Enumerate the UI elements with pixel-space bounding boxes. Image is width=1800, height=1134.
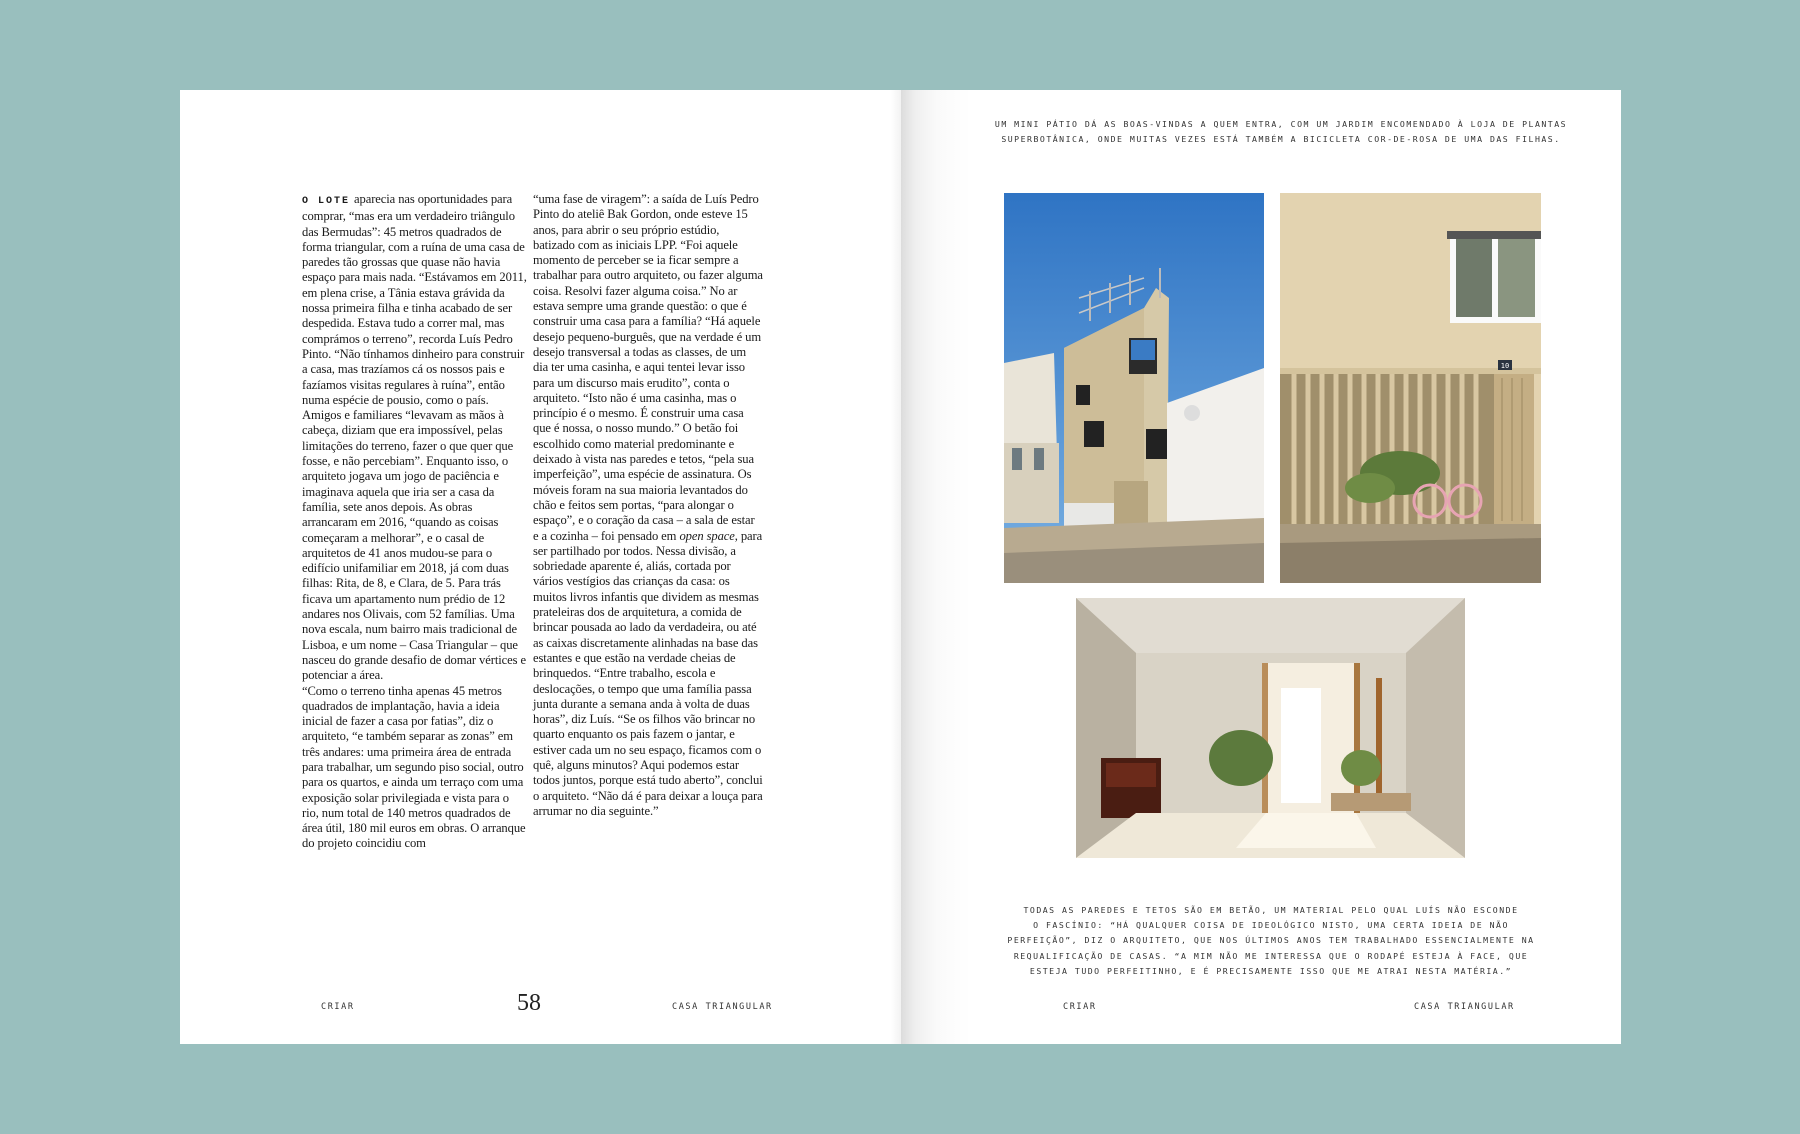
footer-title-right: CASA TRIANGULAR [1414, 1002, 1515, 1012]
caption-bottom-line-2: O FASCÍNIO: “HÁ QUALQUER COISA DE IDEOLÓGICO NISTO, UMA CERTA IDEIA DE NÃO [1033, 920, 1509, 931]
caption-bottom-line-5: ESTEJA TUDO PERFEITINHO, E É PRECISAMENTE ISSO QUE ME ATRAI NESTA MATÉRIA.” [1029, 965, 1513, 976]
column1-text: aparecia nas oportunidades para comprar, “mas era um verdadeiro triângulo das Bermudas”: 45 metros quadrados de forma triangular, com a ruína de uma casa de paredes tão grossas que quase não havia espaço para mais nada. “Estávamos em 2011, em plena crise, a Tânia estava grávida da nossa primeira filha e tinha acabado de ser despedida. Estava tudo a correr mal, mas comprámos o terreno”, recorda Luís Pedro Pinto. “Não tínhamos dinheiro para construir a casa, mas trazíamos cá os nossos pais e fazíamos visitas regulares à ruína”, então numa espécie de pousio, como o país. Amigos e familiares “levavam as mãos à cabeça, diziam que era impossível, pelas limitações do terreno, fazer o que quer que fosse, e não percebiam”. Enquanto isso, o arquiteto jogava um jogo de paciência e imaginava aquela que iria ser a casa da família, sete anos depois. As obras arrancaram em 2016, “quando as coisas começaram a melhorar”, e o casal de arquitetos de 41 anos mudou-se para o edifício unifamiliar em 2018, já com duas filhas: Rita, de 8, e Clara, de 5. Para trás ficava um apartamento num prédio de 12 andares nos Olivais, com 52 famílias. Uma nova escala, num bairro mais tradicional de Lisboa, e um nome – Casa Triangular – que nasceu do grande desafio de domar vértices e potenciar a área. [302, 192, 527, 683]
column2-rest: , para ser partilhado por todos. Nessa divisão, a sobriedade aparente é, aliás, cortada por vários vestígios das crianças da casa: os muitos livros infantis que dividem as mesmas prateleiras dos de arquitetura, a comida de brincar pousada ao lado da verdadeira, ou até as caixas discretamente alinhadas na base das estantes e que estão na verdade cheias de brinquedos. “Entre trabalho, escola e deslocações, o tempo que uma família passa junta durante a semana anda à volta de duas horas”, diz Luís. “Se os filhos vão brincar no quarto enquanto os pais fazem o jantar, e estiver cada um no seu espaço, ficamos com o quê, alguns minutos? Aqui podemos estar todos juntos, porque está tudo aberto”, conclui o arquiteto. “Não dá é para deixar a louça para arrumar no dia seguinte.” [533, 528, 763, 818]
caption-top-line-1: UM MINI PÁTIO DÁ AS BOAS-VINDAS A QUEM ENTRA, COM UM JARDIM ENCOMENDADO À LOJA DE PLANTAS [994, 119, 1568, 129]
photo-house-exterior [1004, 193, 1264, 583]
caption-top-line-2: SUPERBOTÂNICA, ONDE MUITAS VEZES ESTÁ TAMBÉM A BICICLETA COR-DE-ROSA DE UMA DAS FILHAS. [1001, 134, 1561, 145]
left-page [180, 90, 901, 1044]
photo-entrance-gate [1280, 193, 1541, 583]
caption-bottom [997, 903, 1545, 979]
column2-text: “uma fase de viragem”: a saída de Luís Pedro Pinto do ateliê Bak Gordon, onde esteve 15 anos, para abrir o seu próprio estúdio, batizado com as iniciais LPP. “Foi aquele momento de perceber se ia ficar sempre a trabalhar para outro arquiteto, ou fazer alguma coisa. Resolvi fazer alguma coisa.” No ar estava sempre uma grande questão: o que é construir uma casa para a família? “Há aquele desejo pequeno-burguês, que na verdade é um desejo transversal a todas as classes, de um dia ter uma casinha, e aqui tentei levar isso para um discurso mais erudito”, conta o arquiteto. “Isto não é uma casinha, mas o princípio é o mesmo. É construir uma casa que é nossa, o nosso mundo.” O betão foi escolhido como material predominante e deixado à vista nas paredes e tetos, “pela sua imperfeição”, uma espécie de assinatura. Os móveis foram na sua maioria levantados do chão e feitos sem portas, “para alongar o espaço”, e o coração da casa – a sala de estar e a cozinha – foi pensado em [533, 192, 763, 543]
caption-bottom-line-3: PERFEIÇÃO”, DIZ O ARQUITETO, QUE NOS ÚLTIMOS ANOS TEM TRABALHADO ESSENCIALMENTE NA [1007, 935, 1535, 946]
house-number: 10 [1500, 362, 1510, 370]
page-number: 58 [517, 990, 541, 1016]
article-column-1 [302, 192, 528, 852]
lead-word: O LOTE [302, 196, 351, 207]
caption-top [961, 117, 1601, 147]
column1-paragraph-2: “Como o terreno tinha apenas 45 metros quadrados de implantação, havia a ideia inicial de fazer a casa por fatias”, diz o arquiteto, “e também separar as zonas” em três andares: uma primeira área de entrada para trabalhar, um segundo piso social, outro para os quartos, e ainda um terraço com uma exposição solar privilegiada e vista para o rio, num total de 140 metros quadrados de área útil, 180 mil euros em obras. O arranque do projeto coincidiu com [302, 683, 526, 851]
footer-section-left: CRIAR [321, 1002, 355, 1012]
footer-title-left: CASA TRIANGULAR [672, 1002, 773, 1012]
column2-italic: open space [679, 528, 735, 543]
caption-bottom-line-4: REQUALIFICAÇÃO DE CASAS. “A MIM NÃO ME INTERESSA QUE O RODAPÉ ESTEJA À FACE, QUE [1013, 950, 1529, 961]
article-column-2 [533, 192, 763, 819]
photo-concrete-interior [1076, 598, 1465, 858]
footer-section-right: CRIAR [1063, 1002, 1097, 1012]
right-page [901, 90, 1621, 1044]
caption-bottom-line-1: TODAS AS PAREDES E TETOS SÃO EM BETÃO, UM MATERIAL PELO QUAL LUÍS NÃO ESCONDE [1023, 905, 1519, 915]
